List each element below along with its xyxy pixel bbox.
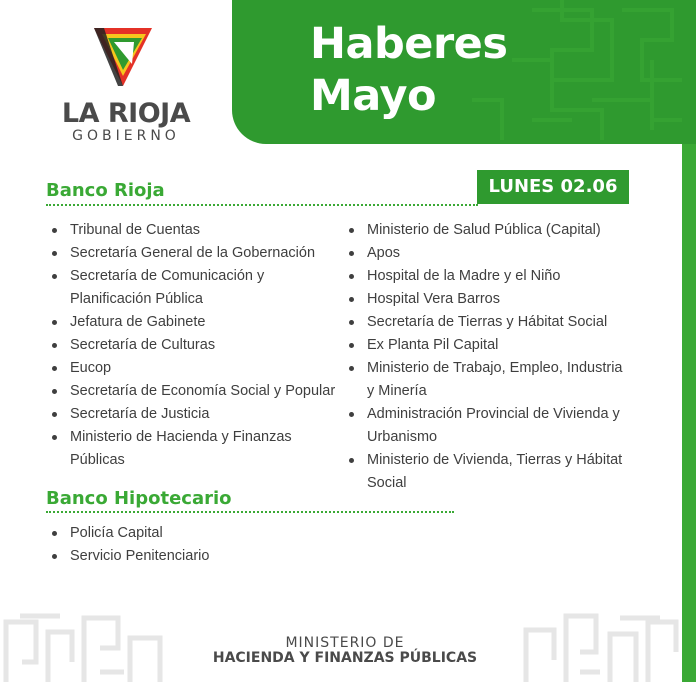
- list-item: Secretaría General de la Gobernación: [48, 242, 348, 265]
- list-item: Ministerio de Trabajo, Empleo, Industria: [345, 357, 645, 380]
- header-title: [310, 18, 507, 122]
- la-rioja-triangle-logo-icon: [92, 24, 154, 90]
- list-item-continuation: Urbanismo: [367, 429, 438, 445]
- date-badge: LUNES 02.06: [477, 170, 629, 204]
- banco-hipotecario-list: [48, 522, 348, 568]
- list-item: Hospital Vera Barros: [345, 288, 645, 311]
- list-item: Tribunal de Cuentas: [48, 219, 348, 242]
- banco-rioja-left-list: [48, 219, 348, 472]
- list-item-continuation: Social: [367, 475, 407, 491]
- list-item: Servicio Penitenciario: [48, 545, 348, 568]
- banco-hipotecario-divider: [46, 511, 454, 513]
- list-item: Secretaría de Comunicación y: [48, 265, 348, 288]
- list-item: Ex Planta Pil Capital: [345, 334, 645, 357]
- footer-ministry-line2: HACIENDA Y FINANZAS PÚBLICAS: [212, 650, 478, 666]
- list-item: Apos: [345, 242, 645, 265]
- list-item: Ministerio de Hacienda y Finanzas: [48, 426, 348, 449]
- list-item-continuation: Planificación Pública: [70, 291, 203, 307]
- list-item: Policía Capital: [48, 522, 348, 545]
- la-rioja-logo: [56, 24, 196, 148]
- footer-pattern-left: [0, 606, 172, 682]
- footer-pattern-right: [520, 606, 682, 682]
- header-title-line1: Haberes: [310, 19, 508, 69]
- header-banner: [232, 0, 696, 144]
- list-item: Jefatura de Gabinete: [48, 311, 348, 334]
- list-item: Secretaría de Justicia: [48, 403, 348, 426]
- banco-rioja-divider: [46, 204, 478, 206]
- list-item-continuation: Públicas: [70, 452, 125, 468]
- list-item: Secretaría de Culturas: [48, 334, 348, 357]
- right-green-stripe: [682, 140, 696, 682]
- list-item: Hospital de la Madre y el Niño: [345, 265, 645, 288]
- list-item: Eucop: [48, 357, 348, 380]
- banco-rioja-right-list: [345, 219, 645, 495]
- banco-rioja-title: Banco Rioja: [46, 180, 165, 201]
- list-item: Ministerio de Salud Pública (Capital): [345, 219, 645, 242]
- logo-name: LA RIOJA: [61, 98, 191, 129]
- list-item: Secretaría de Economía Social y Popular: [48, 380, 348, 403]
- banco-hipotecario-title: Banco Hipotecario: [46, 488, 232, 509]
- list-item: Secretaría de Tierras y Hábitat Social: [345, 311, 645, 334]
- header-title-line2: Mayo: [310, 71, 437, 121]
- list-item-continuation: y Minería: [367, 383, 427, 399]
- list-item: Administración Provincial de Vivienda y: [345, 403, 645, 426]
- logo-subtitle: GOBIERNO: [72, 128, 180, 144]
- footer-ministry-line1: MINISTERIO DE: [285, 635, 405, 651]
- list-item: Ministerio de Vivienda, Tierras y Hábitat: [345, 449, 645, 472]
